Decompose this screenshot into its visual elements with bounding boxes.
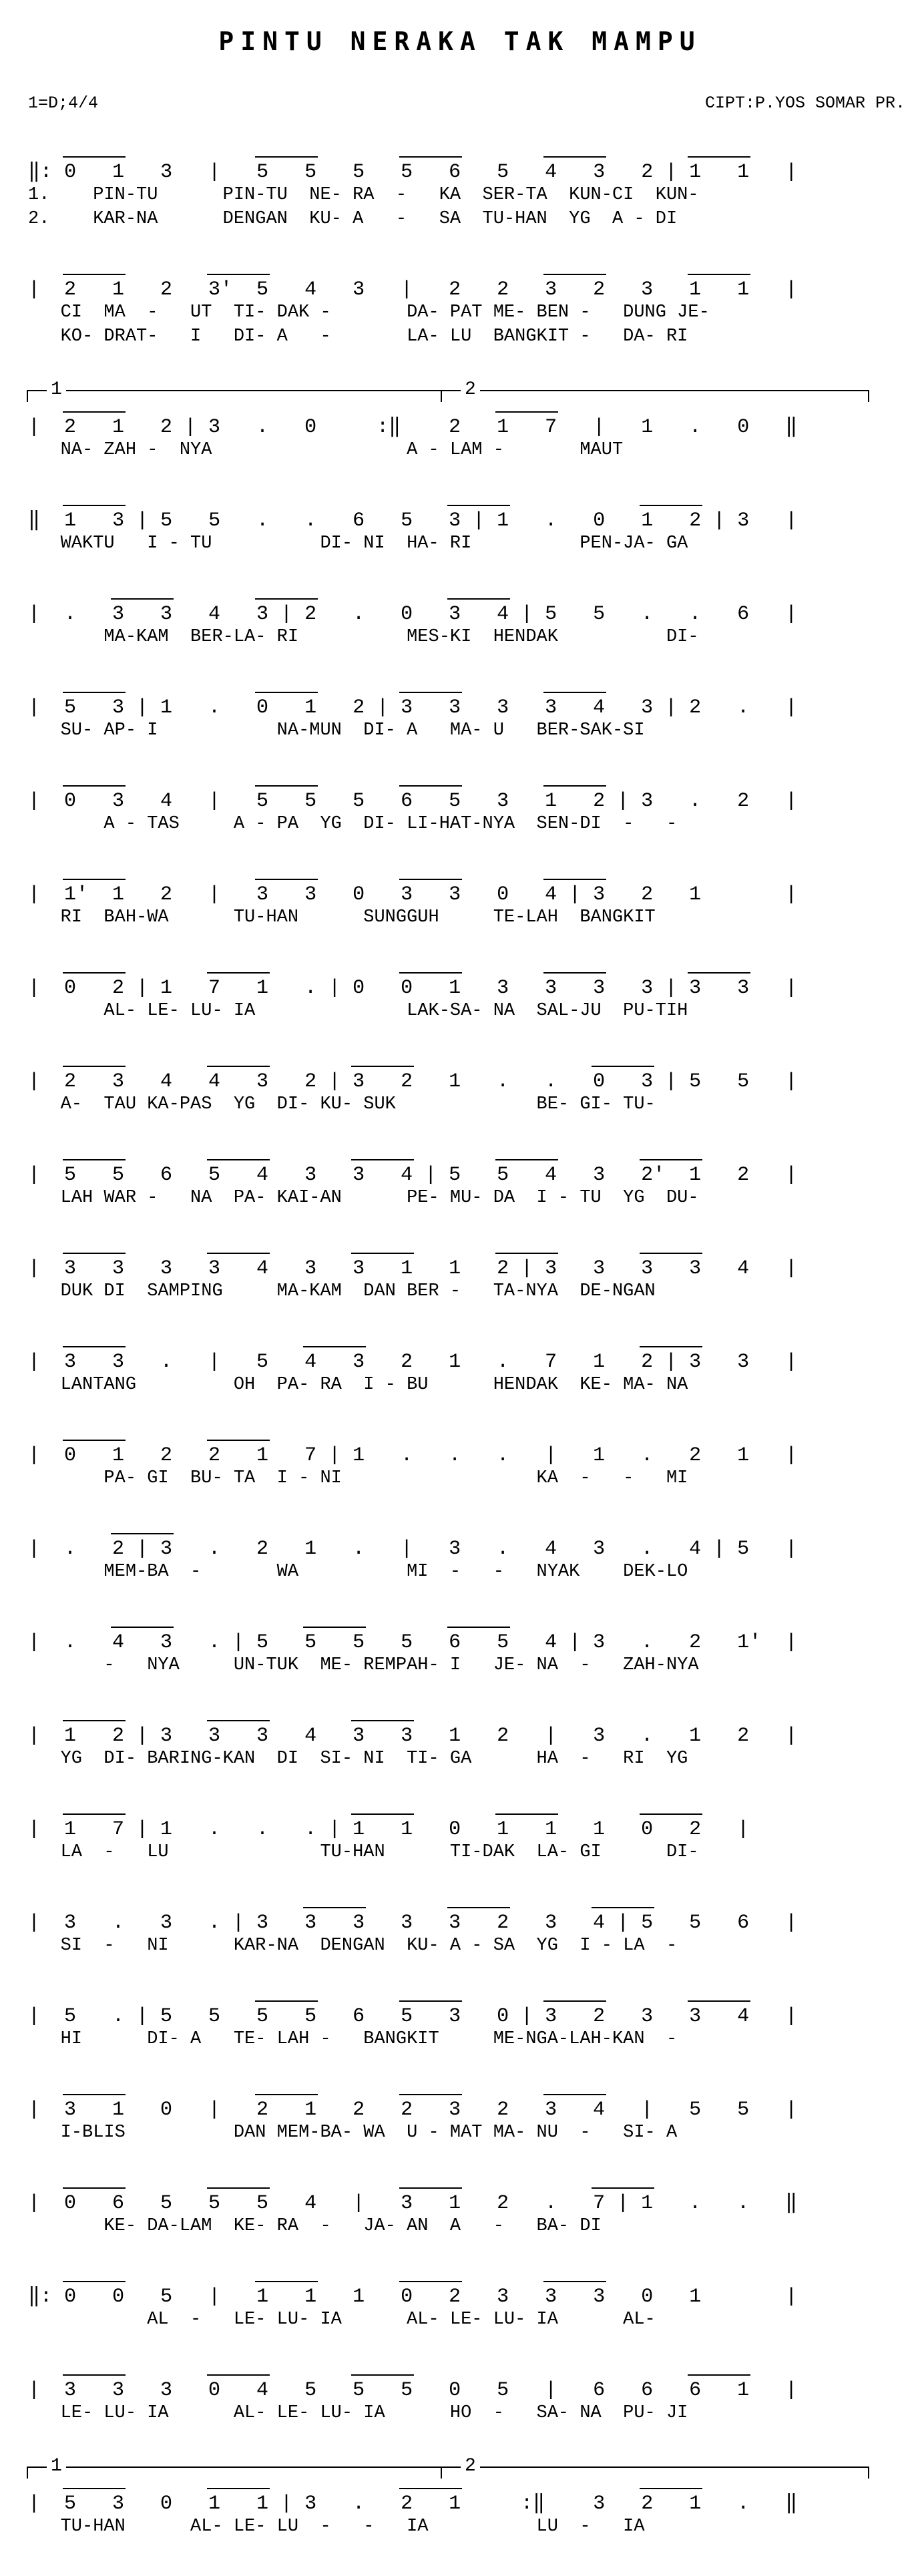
note-beam	[447, 505, 510, 506]
lyric-line: LAH WAR - NA PA- KAI-AN PE- MU- DA I - TU YG DU-	[28, 1188, 699, 1208]
note-beam	[543, 692, 606, 693]
note-beam	[63, 411, 126, 413]
volta-first-label: 1	[47, 2457, 66, 2476]
note-beam	[63, 1440, 126, 1441]
note-beam	[63, 2281, 126, 2282]
lyric-line: TU-HAN AL- LE- LU - - IA LU - IA	[28, 2517, 645, 2537]
note-beam	[688, 972, 750, 974]
note-beam	[63, 2374, 126, 2376]
note-line: | 3 3 . | 5 4 3 2 1 . 7 1 2 | 3 3 |	[28, 1351, 798, 1373]
note-beam	[592, 2187, 654, 2189]
composer-credit: CIPT:P.YOS SOMAR PR.	[704, 93, 905, 113]
note-beam	[63, 879, 126, 880]
note-beam	[303, 1907, 366, 1908]
note-beam	[592, 1907, 654, 1908]
note-beam	[688, 2374, 750, 2376]
lyric-line: A - TAS A - PA YG DI- LI-HAT-NYA SEN-DI - -	[28, 814, 678, 834]
volta-bracket	[27, 2466, 441, 2468]
volta-bracket-edge	[441, 390, 442, 402]
note-beam	[399, 2000, 462, 2002]
note-beam	[399, 2094, 462, 2095]
note-line: | 1 7 | 1 . . . | 1 1 0 1 1 1 0 2 |	[28, 1818, 750, 1841]
note-beam	[255, 785, 318, 787]
note-beam	[351, 1159, 414, 1160]
note-line: | 0 6 5 5 5 4 | 3 1 2 . 7 | 1 . . ‖	[28, 2192, 798, 2215]
note-line: | 5 5 6 5 4 3 3 4 | 5 5 4 3 2' 1 2 |	[28, 1164, 798, 1187]
note-beam	[207, 2187, 270, 2189]
note-beam	[447, 598, 510, 600]
note-beam	[63, 1253, 126, 1254]
lyric-line: LE- LU- IA AL- LE- LU- IA HO - SA- NA PU- JI	[28, 2403, 688, 2423]
note-beam	[63, 2488, 126, 2489]
lyric-line: YG DI- BARING-KAN DI SI- NI TI- GA HA - RI YG	[28, 1749, 688, 1769]
lyric-line: LA - LU TU-HAN TI-DAK LA- GI DI-	[28, 1842, 699, 1862]
music-sheet	[0, 134, 920, 2564]
note-beam	[63, 505, 126, 506]
note-beam	[399, 879, 462, 880]
note-beam	[207, 1720, 270, 1721]
volta-second-label: 2	[461, 2457, 480, 2476]
note-beam	[351, 1813, 414, 1815]
note-beam	[111, 598, 174, 600]
lyric-line: MA-KAM BER-LA- RI MES-KI HENDAK DI-	[28, 627, 699, 647]
note-line: | . 4 3 . | 5 5 5 5 6 5 4 | 3 . 2 1' |	[28, 1631, 798, 1654]
lyric-line: RI BAH-WA TU-HAN SUNGGUH TE-LAH BANGKIT	[28, 907, 656, 927]
note-beam	[688, 156, 750, 158]
note-beam	[63, 2094, 126, 2095]
note-line: ‖: 0 0 5 | 1 1 1 0 2 3 3 3 0 1 |	[28, 2286, 798, 2308]
note-beam	[351, 1253, 414, 1254]
note-line: | 3 1 0 | 2 1 2 2 3 2 3 4 | 5 5 |	[28, 2099, 798, 2121]
note-beam	[640, 505, 702, 506]
note-line: | 2 3 4 4 3 2 | 3 2 1 . . 0 3 | 5 5 |	[28, 1070, 798, 1093]
volta-first-label: 1	[47, 381, 66, 399]
note-beam	[255, 2000, 318, 2002]
note-beam	[640, 1346, 702, 1347]
note-beam	[688, 2000, 750, 2002]
note-beam	[255, 2094, 318, 2095]
note-beam	[111, 1533, 174, 1534]
note-line: | 2 1 2 | 3 . 0 :‖ 2 1 7 | 1 . 0 ‖	[28, 416, 798, 439]
note-line: | . 2 | 3 . 2 1 . | 3 . 4 3 . 4 | 5 |	[28, 1538, 798, 1560]
lyric-line: AL- LE- LU- IA LAK-SA- NA SAL-JU PU-TIH	[28, 1001, 688, 1021]
note-beam	[63, 692, 126, 693]
note-line: | 0 1 2 2 1 7 | 1 . . . | 1 . 2 1 |	[28, 1444, 798, 1467]
note-beam	[207, 972, 270, 974]
lyric-line: CI MA - UT TI- DAK - DA- PAT ME- BEN - DUNG JE-	[28, 302, 710, 323]
lyric-line: KE- DA-LAM KE- RA - JA- AN A - BA- DI	[28, 2216, 602, 2236]
note-beam	[399, 2281, 462, 2282]
note-beam	[351, 1720, 414, 1721]
key-signature: 1=D;4/4	[28, 93, 99, 113]
note-line: | 3 3 3 3 4 3 3 1 1 2 | 3 3 3 3 4 |	[28, 1257, 798, 1280]
lyric-line: A- TAU KA-PAS YG DI- KU- SUK BE- GI- TU-	[28, 1094, 656, 1114]
note-beam	[543, 972, 606, 974]
lyric-line: AL - LE- LU- IA AL- LE- LU- IA AL-	[28, 2310, 656, 2330]
note-beam	[399, 972, 462, 974]
note-line: ‖: 0 1 3 | 5 5 5 5 6 5 4 3 2 | 1 1 |	[28, 161, 798, 184]
lyric-line: SI - NI KAR-NA DENGAN KU- A - SA YG I - LA -	[28, 1936, 678, 1956]
note-beam	[543, 879, 606, 880]
note-beam	[255, 598, 318, 600]
note-beam	[207, 2488, 270, 2489]
note-beam	[543, 156, 606, 158]
note-beam	[63, 1813, 126, 1815]
note-beam	[640, 1159, 702, 1160]
note-beam	[399, 2488, 462, 2489]
note-beam	[255, 879, 318, 880]
note-beam	[543, 274, 606, 275]
volta-bracket	[27, 390, 441, 391]
note-line: | 0 3 4 | 5 5 5 6 5 3 1 2 | 3 . 2 |	[28, 790, 798, 813]
note-beam	[63, 156, 126, 158]
note-beam	[495, 1159, 558, 1160]
note-line: | 3 . 3 . | 3 3 3 3 3 2 3 4 | 5 5 6 |	[28, 1912, 798, 1934]
note-beam	[207, 1253, 270, 1254]
note-beam	[63, 1066, 126, 1067]
note-line: | 5 3 0 1 1 | 3 . 2 1 :‖ 3 2 1 . ‖	[28, 2493, 798, 2515]
note-beam	[351, 1066, 414, 1067]
note-beam	[543, 2000, 606, 2002]
lyric-line: HI DI- A TE- LAH - BANGKIT ME-NGA-LAH-KAN -	[28, 2029, 678, 2049]
note-beam	[399, 692, 462, 693]
note-beam	[399, 2187, 462, 2189]
lyric-line: WAKTU I - TU DI- NI HA- RI PEN-JA- GA	[28, 533, 688, 554]
note-line: | 1' 1 2 | 3 3 0 3 3 0 4 | 3 2 1 |	[28, 883, 798, 906]
note-line: | 0 2 | 1 7 1 . | 0 0 1 3 3 3 3 | 3 3 |	[28, 977, 798, 1000]
lyric-line: - NYA UN-TUK ME- REMPAH- I JE- NA - ZAH-NYA	[28, 1655, 699, 1675]
note-beam	[63, 785, 126, 787]
note-beam	[399, 156, 462, 158]
lyric-line: DUK DI SAMPING MA-KAM DAN BER - TA-NYA DE-NGAN	[28, 1281, 656, 1301]
note-beam	[592, 1066, 654, 1067]
lyric-line: NA- ZAH - NYA A - LAM - MAUT	[28, 440, 624, 460]
note-beam	[111, 1627, 174, 1628]
note-beam	[351, 2374, 414, 2376]
note-beam	[688, 274, 750, 275]
volta-bracket-edge	[441, 2466, 442, 2479]
note-beam	[63, 274, 126, 275]
note-beam	[495, 1253, 558, 1254]
note-beam	[255, 156, 318, 158]
note-beam	[207, 1159, 270, 1160]
lyric-line: 2. KAR-NA DENGAN KU- A - SA TU-HAN YG A - DI	[28, 209, 678, 229]
lyric-line: KO- DRAT- I DI- A - LA- LU BANGKIT - DA- RI	[28, 327, 688, 347]
note-beam	[495, 1813, 558, 1815]
note-line: | 2 1 2 3' 5 4 3 | 2 2 3 2 3 1 1 |	[28, 278, 798, 301]
volta-bracket-edge	[868, 2466, 869, 2479]
note-beam	[543, 785, 606, 787]
note-beam	[207, 1440, 270, 1441]
note-beam	[255, 692, 318, 693]
note-line: ‖ 1 3 | 5 5 . . 6 5 3 | 1 . 0 1 2 | 3 |	[28, 509, 798, 532]
lyric-line: SU- AP- I NA-MUN DI- A MA- U BER-SAK-SI	[28, 720, 645, 740]
note-line: | 3 3 3 0 4 5 5 5 0 5 | 6 6 6 1 |	[28, 2379, 798, 2402]
volta-bracket	[442, 390, 869, 391]
note-beam	[495, 411, 558, 413]
note-beam	[447, 1907, 510, 1908]
note-beam	[63, 972, 126, 974]
volta-bracket-edge	[27, 390, 28, 402]
note-beam	[63, 1346, 126, 1347]
note-beam	[399, 785, 462, 787]
note-beam	[640, 2488, 702, 2489]
note-beam	[640, 1253, 702, 1254]
note-beam	[543, 2281, 606, 2282]
song-title: PINTU NERAKA TAK MAMPU	[218, 27, 702, 56]
volta-second-label: 2	[461, 381, 480, 399]
note-beam	[640, 1813, 702, 1815]
lyric-line: 1. PIN-TU PIN-TU NE- RA - KA SER-TA KUN-CI KUN-	[28, 185, 699, 205]
note-beam	[303, 1346, 366, 1347]
note-line: | 1 2 | 3 3 3 4 3 3 1 2 | 3 . 1 2 |	[28, 1725, 798, 1747]
lyric-line: MEM-BA - WA MI - - NYAK DEK-LO	[28, 1562, 688, 1582]
note-line: | 5 . | 5 5 5 5 6 5 3 0 | 3 2 3 3 4 |	[28, 2005, 798, 2028]
note-beam	[207, 2374, 270, 2376]
note-line: | 5 3 | 1 . 0 1 2 | 3 3 3 3 4 3 | 2 . |	[28, 696, 798, 719]
volta-bracket-edge	[868, 390, 869, 402]
note-beam	[255, 2281, 318, 2282]
note-beam	[207, 274, 270, 275]
note-beam	[207, 1066, 270, 1067]
lyric-line: I-BLIS DAN MEM-BA- WA U - MAT MA- NU - SI- A	[28, 2123, 678, 2143]
note-beam	[63, 1720, 126, 1721]
note-beam	[63, 1159, 126, 1160]
volta-bracket-edge	[27, 2466, 28, 2479]
note-beam	[63, 2187, 126, 2189]
lyric-line: PA- GI BU- TA I - NI KA - - MI	[28, 1468, 688, 1488]
note-beam	[543, 2094, 606, 2095]
note-line: | . 3 3 4 3 | 2 . 0 3 4 | 5 5 . . 6 |	[28, 603, 798, 626]
volta-bracket	[442, 2466, 869, 2468]
note-beam	[447, 1627, 510, 1628]
note-beam	[303, 1627, 366, 1628]
lyric-line: LANTANG OH PA- RA I - BU HENDAK KE- MA- NA	[28, 1375, 688, 1395]
